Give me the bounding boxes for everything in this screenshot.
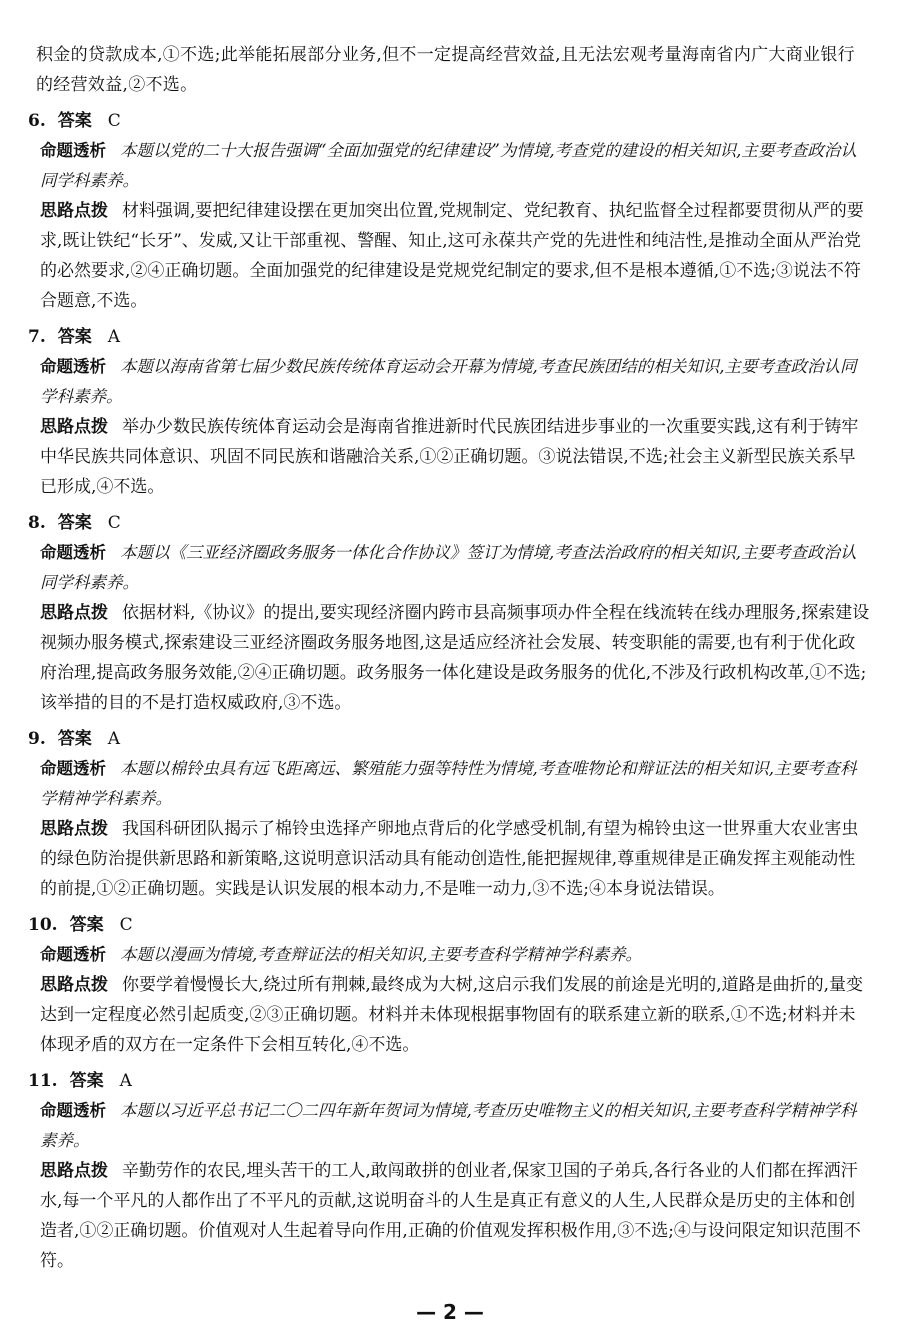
analysis-paragraph: [40, 352, 872, 412]
question-6: [28, 106, 872, 316]
analysis-label: 命题透析: [40, 1101, 106, 1120]
question-8: [28, 508, 872, 718]
question-number: 11.: [28, 1071, 58, 1091]
tips-label: 思路点拨: [40, 201, 108, 221]
answer-letter: C: [107, 513, 121, 533]
tips-text: 我国科研团队揭示了棉铃虫选择产卵地点背后的化学感受机制,有望为棉铃虫这一世界重大农业害虫的绿色防治提供新思路和新策略,这说明意识活动具有能动创造性,能把握规律,尊重规律是正确发挥主观能动性的前提,①②正确切题。实践是认识发展的根本动力,不是唯一动力,③不选;④本身说法错误。: [40, 819, 859, 899]
tips-paragraph: [40, 412, 872, 502]
tips-label: 思路点拨: [40, 603, 108, 623]
tips-label: 思路点拨: [40, 1161, 108, 1181]
analysis-text: 本题以棉铃虫具有远飞距离远、繁殖能力强等特性为情境,考查唯物论和辩证法的相关知识,主要考查科学精神学科素养。: [40, 759, 857, 808]
tips-label: 思路点拨: [40, 417, 108, 437]
page-number: — 2 —: [416, 1300, 484, 1324]
analysis-label: 命题透析: [40, 945, 106, 964]
analysis-label: 命题透析: [40, 141, 106, 160]
question-header: [28, 910, 872, 940]
analysis-paragraph: [40, 136, 872, 196]
tips-text: 依据材料,《协议》的提出,要实现经济圈内跨市县高频事项办件全程在线流转在线办理服务,探索建设视频办服务模式,探索建设三亚经济圈政务服务地图,这是适应经济社会发展、转变职能的需要,也有利于优化政府治理,提高政务服务效能,②④正确切题。政务服务一体化建设是政务服务的优化,不涉及行政机构改革,①不选;该举措的目的不是打造权威政府,③不选。: [40, 603, 870, 713]
question-number: 10.: [28, 915, 58, 935]
question-10: [28, 910, 872, 1060]
analysis-text: 本题以党的二十大报告强调“全面加强党的纪律建设”为情境,考查党的建设的相关知识,主要考查政治认同学科素养。: [40, 141, 857, 190]
analysis-label: 命题透析: [40, 543, 106, 562]
answer-letter: A: [119, 1071, 132, 1091]
question-header: [28, 106, 872, 136]
analysis-label: 命题透析: [40, 759, 106, 778]
answer-label: 答案: [57, 327, 92, 347]
tips-text: 举办少数民族传统体育运动会是海南省推进新时代民族团结进步事业的一次重要实践,这有利于铸牢中华民族共同体意识、巩固不同民族和谐融洽关系,①②正确切题。③说法错误,不选;社会主义新型民族关系早已形成,④不选。: [40, 417, 859, 497]
answer-label: 答案: [57, 513, 92, 533]
analysis-paragraph: [40, 1096, 872, 1156]
question-9: [28, 724, 872, 904]
analysis-text: 本题以漫画为情境,考查辩证法的相关知识,主要考查科学精神学科素养。: [120, 945, 642, 964]
tips-paragraph: [40, 970, 872, 1060]
analysis-paragraph: [40, 940, 872, 970]
answer-letter: C: [119, 915, 133, 935]
tips-paragraph: [40, 814, 872, 904]
tips-text: 辛勤劳作的农民,埋头苦干的工人,敢闯敢拼的创业者,保家卫国的子弟兵,各行各业的人们都在挥洒汗水,每一个平凡的人都作出了不平凡的贡献,这说明奋斗的人生是真正有意义的人生,人民群众是历史的主体和创造者,①②正确切题。价值观对人生起着导向作用,正确的价值观发挥积极作用,③不选;④与设问限定知识范围不符。: [40, 1161, 861, 1271]
tips-text: 材料强调,要把纪律建设摆在更加突出位置,党规制定、党纪教育、执纪监督全过程都要贯彻从严的要求,既让铁纪“长牙”、发威,又让干部重视、警醒、知止,这可永葆共产党的先进性和纯洁性,是推动全面从严治党的必然要求,②④正确切题。全面加强党的纪律建设是党规党纪制定的要求,但不是根本遵循,①不选;③说法不符合题意,不选。: [40, 201, 864, 311]
answer-label: 答案: [69, 915, 104, 935]
question-number: 9.: [28, 729, 46, 749]
question-header: [28, 724, 872, 754]
question-header: [28, 322, 872, 352]
question-number: 8.: [28, 513, 46, 533]
tips-paragraph: [40, 196, 872, 316]
analysis-paragraph: [40, 538, 872, 598]
answer-letter: C: [107, 111, 121, 131]
question-number: 7.: [28, 327, 46, 347]
answer-label: 答案: [57, 729, 92, 749]
question-11: [28, 1066, 872, 1276]
analysis-label: 命题透析: [40, 357, 106, 376]
question-header: [28, 508, 872, 538]
answer-label: 答案: [57, 111, 92, 131]
answer-label: 答案: [69, 1071, 104, 1091]
question-header: [28, 1066, 872, 1096]
intro-paragraph: 积金的贷款成本,①不选;此举能拓展部分业务,但不一定提高经营效益,且无法宏观考量海南省内广大商业银行的经营效益,②不选。: [36, 45, 855, 95]
tips-label: 思路点拨: [40, 819, 108, 839]
analysis-paragraph: [40, 754, 872, 814]
analysis-text: 本题以习近平总书记二〇二四年新年贺词为情境,考查历史唯物主义的相关知识,主要考查科学精神学科素养。: [40, 1101, 857, 1150]
answer-letter: A: [107, 327, 121, 347]
analysis-text: 本题以《三亚经济圈政务服务一体化合作协议》签订为情境,考查法治政府的相关知识,主要考查政治认同学科素养。: [40, 543, 857, 592]
answer-letter: A: [107, 729, 121, 749]
tips-label: 思路点拨: [40, 975, 108, 995]
tips-paragraph: [40, 1156, 872, 1276]
analysis-text: 本题以海南省第七届少数民族传统体育运动会开幕为情境,考查民族团结的相关知识,主要考查政治认同学科素养。: [40, 357, 857, 406]
tips-paragraph: [40, 598, 872, 718]
question-7: [28, 322, 872, 502]
question-number: 6.: [28, 111, 46, 131]
tips-text: 你要学着慢慢长大,绕过所有荆棘,最终成为大树,这启示我们发展的前途是光明的,道路是曲折的,量变达到一定程度必然引起质变,②③正确切题。材料并未体现根据事物固有的联系建立新的联系,①不选;材料并未体现矛盾的双方在一定条件下会相互转化,④不选。: [40, 975, 864, 1055]
